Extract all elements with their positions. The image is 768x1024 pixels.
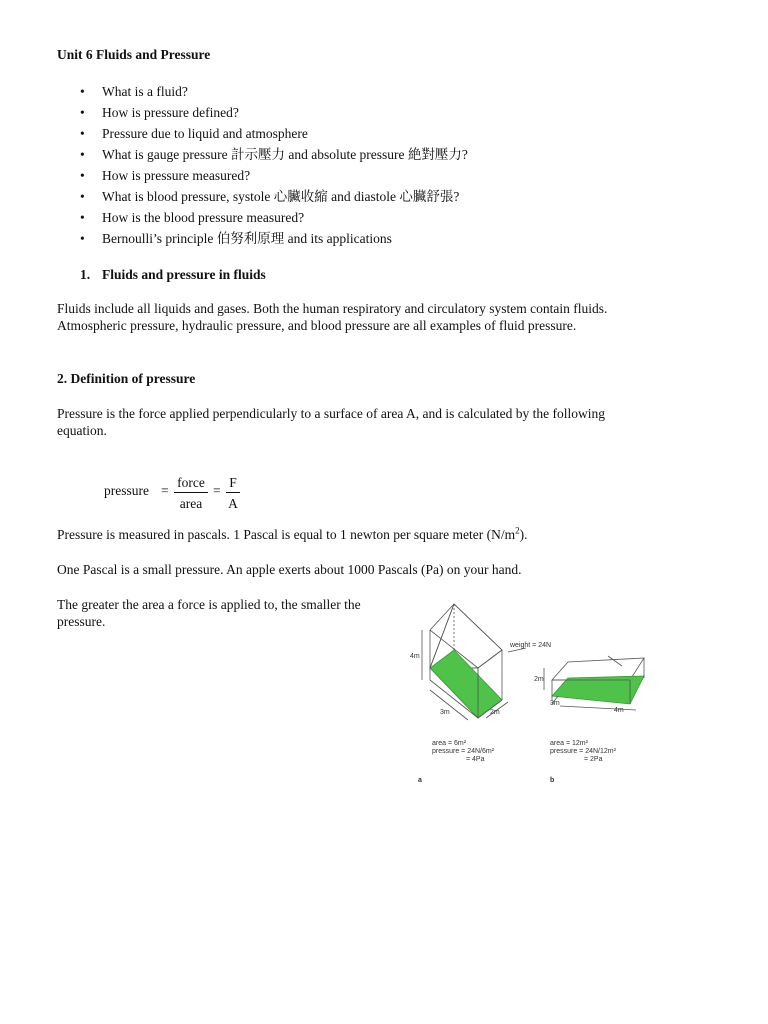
- list-item: • What is gauge pressure 計示壓力 and absolute pressure 絶對壓力?: [80, 146, 468, 167]
- units-paragraph: [57, 526, 697, 543]
- box-a-depth-label: 2m: [490, 709, 500, 716]
- weight-label: weight = 24N: [510, 642, 552, 649]
- box-a-result: = 4Pa: [466, 756, 485, 763]
- topic-list: [80, 83, 468, 251]
- box-a-height-label: 4m: [410, 653, 420, 660]
- page-title: Unit 6 Fluids and Pressure: [57, 47, 211, 62]
- box-a-width-label: 3m: [440, 709, 450, 716]
- section-1-title: Fluids and pressure in fluids: [102, 267, 266, 282]
- units-superscript: 2: [515, 525, 520, 536]
- section-1-number: 1.: [80, 267, 91, 282]
- box-b-width-label: 3m: [550, 700, 560, 707]
- box-b-height-label: 2m: [534, 676, 544, 683]
- units-text: Pressure is measured in pascals. 1 Pascal is equal to 1 newton per square meter (N/m: [57, 527, 516, 542]
- fraction-bar: [174, 492, 208, 493]
- list-item: • How is pressure measured?: [80, 167, 468, 188]
- paragraph-line: pressure.: [57, 614, 106, 629]
- apple-paragraph: One Pascal is a small pressure. An apple exerts about 1000 Pascals (Pa) on your hand.: [57, 562, 522, 577]
- list-item: • Pressure due to liquid and atmosphere: [80, 125, 468, 146]
- fraction-denominator: area: [179, 496, 203, 511]
- list-item: • What is blood pressure, systole 心臟收縮 and diastole 心臟舒張?: [80, 188, 468, 209]
- list-item: • What is a fluid?: [80, 83, 468, 104]
- formula-equals: =: [213, 483, 221, 498]
- box-a-tag: a: [418, 777, 422, 784]
- section-1-heading: [80, 266, 266, 283]
- fraction-numerator: F: [229, 475, 237, 490]
- list-item: • How is pressure defined?: [80, 104, 468, 125]
- fraction-numerator: force: [177, 475, 205, 490]
- units-end: ).: [519, 527, 528, 542]
- fraction-f-a: [226, 474, 240, 512]
- formula-equals: =: [161, 483, 169, 498]
- formula-label: pressure: [104, 483, 149, 498]
- box-b-tag: b: [550, 777, 555, 784]
- list-item: • Bernoulli’s principle 伯努利原理 and its applications: [80, 230, 468, 251]
- fraction-denominator: A: [228, 496, 238, 511]
- box-b-pressure: pressure = 24N/12m²: [550, 748, 616, 755]
- area-paragraph: [57, 596, 407, 630]
- section-2-heading: 2. Definition of pressure: [57, 371, 196, 386]
- pressure-area-figure: [408, 592, 656, 794]
- section-2-paragraph: [57, 405, 697, 439]
- fraction-force-area: [174, 474, 208, 512]
- box-b-result: = 2Pa: [584, 756, 603, 763]
- paragraph-line: Fluids include all liquids and gases. Both the human respiratory and circulatory system contain fluids.: [57, 301, 608, 316]
- box-a-pressure: pressure = 24N/6m²: [432, 748, 495, 755]
- box-b-depth-label: 4m: [614, 707, 624, 714]
- fraction-bar: [226, 492, 240, 493]
- list-item: • How is the blood pressure measured?: [80, 209, 468, 230]
- section-1-paragraph: [57, 300, 697, 334]
- pressure-formula: [104, 474, 264, 514]
- pressure-diagram: [408, 592, 656, 794]
- paragraph-line: Pressure is the force applied perpendicularly to a surface of area A, and is calculated by the following: [57, 406, 606, 421]
- box-a-area: area = 6m²: [432, 740, 467, 747]
- paragraph-line: Atmospheric pressure, hydraulic pressure, and blood pressure are all examples of fluid pressure.: [57, 318, 577, 333]
- box-b-area: area = 12m²: [550, 740, 588, 747]
- paragraph-line: equation.: [57, 423, 107, 438]
- paragraph-line: The greater the area a force is applied to, the smaller the: [57, 597, 361, 612]
